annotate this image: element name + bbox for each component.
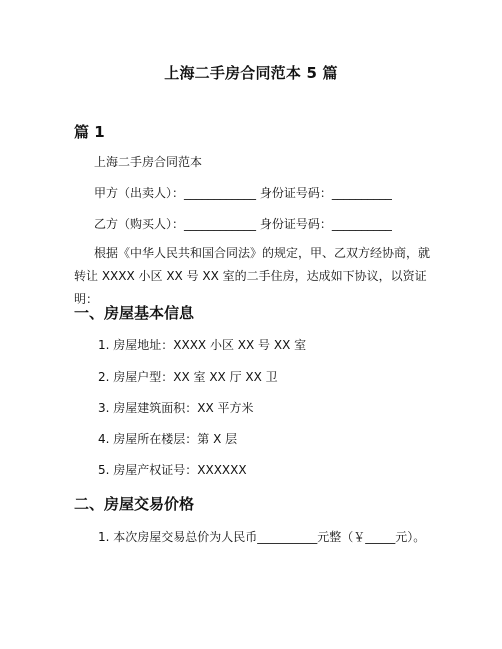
party-a-line: 甲方（出卖人）：____________ 身份证号码：__________	[94, 186, 392, 200]
list-item: 1. 房屋地址：XXXX 小区 XX 号 XX 室	[98, 338, 307, 352]
list-item: 4. 房屋所在楼层：第 X 层	[98, 432, 238, 446]
contract-subtitle: 上海二手房合同范本	[94, 155, 203, 169]
list-item: 1. 本次房屋交易总价为人民币__________元整（￥_____元）。	[98, 530, 426, 544]
list-item: 2. 房屋户型：XX 室 XX 厅 XX 卫	[98, 370, 278, 384]
party-b-line: 乙方（购买人）：____________ 身份证号码：__________	[94, 217, 392, 231]
document-title: 上海二手房合同范本 5 篇	[164, 64, 338, 82]
list-item: 3. 房屋建筑面积：XX 平方米	[98, 401, 254, 415]
part-heading: 篇 1	[74, 123, 105, 141]
section-2-heading: 二、房屋交易价格	[74, 495, 195, 513]
section-1-heading: 一、房屋基本信息	[74, 304, 195, 322]
list-item: 5. 房屋产权证号：XXXXXX	[98, 463, 247, 477]
intro-paragraph: 根据《中华人民共和国合同法》的规定，甲、乙双方经协商，就转让 XXXX 小区 XX 号 XX 室的二手住房，达成如下协议，以资证明：	[74, 246, 431, 306]
